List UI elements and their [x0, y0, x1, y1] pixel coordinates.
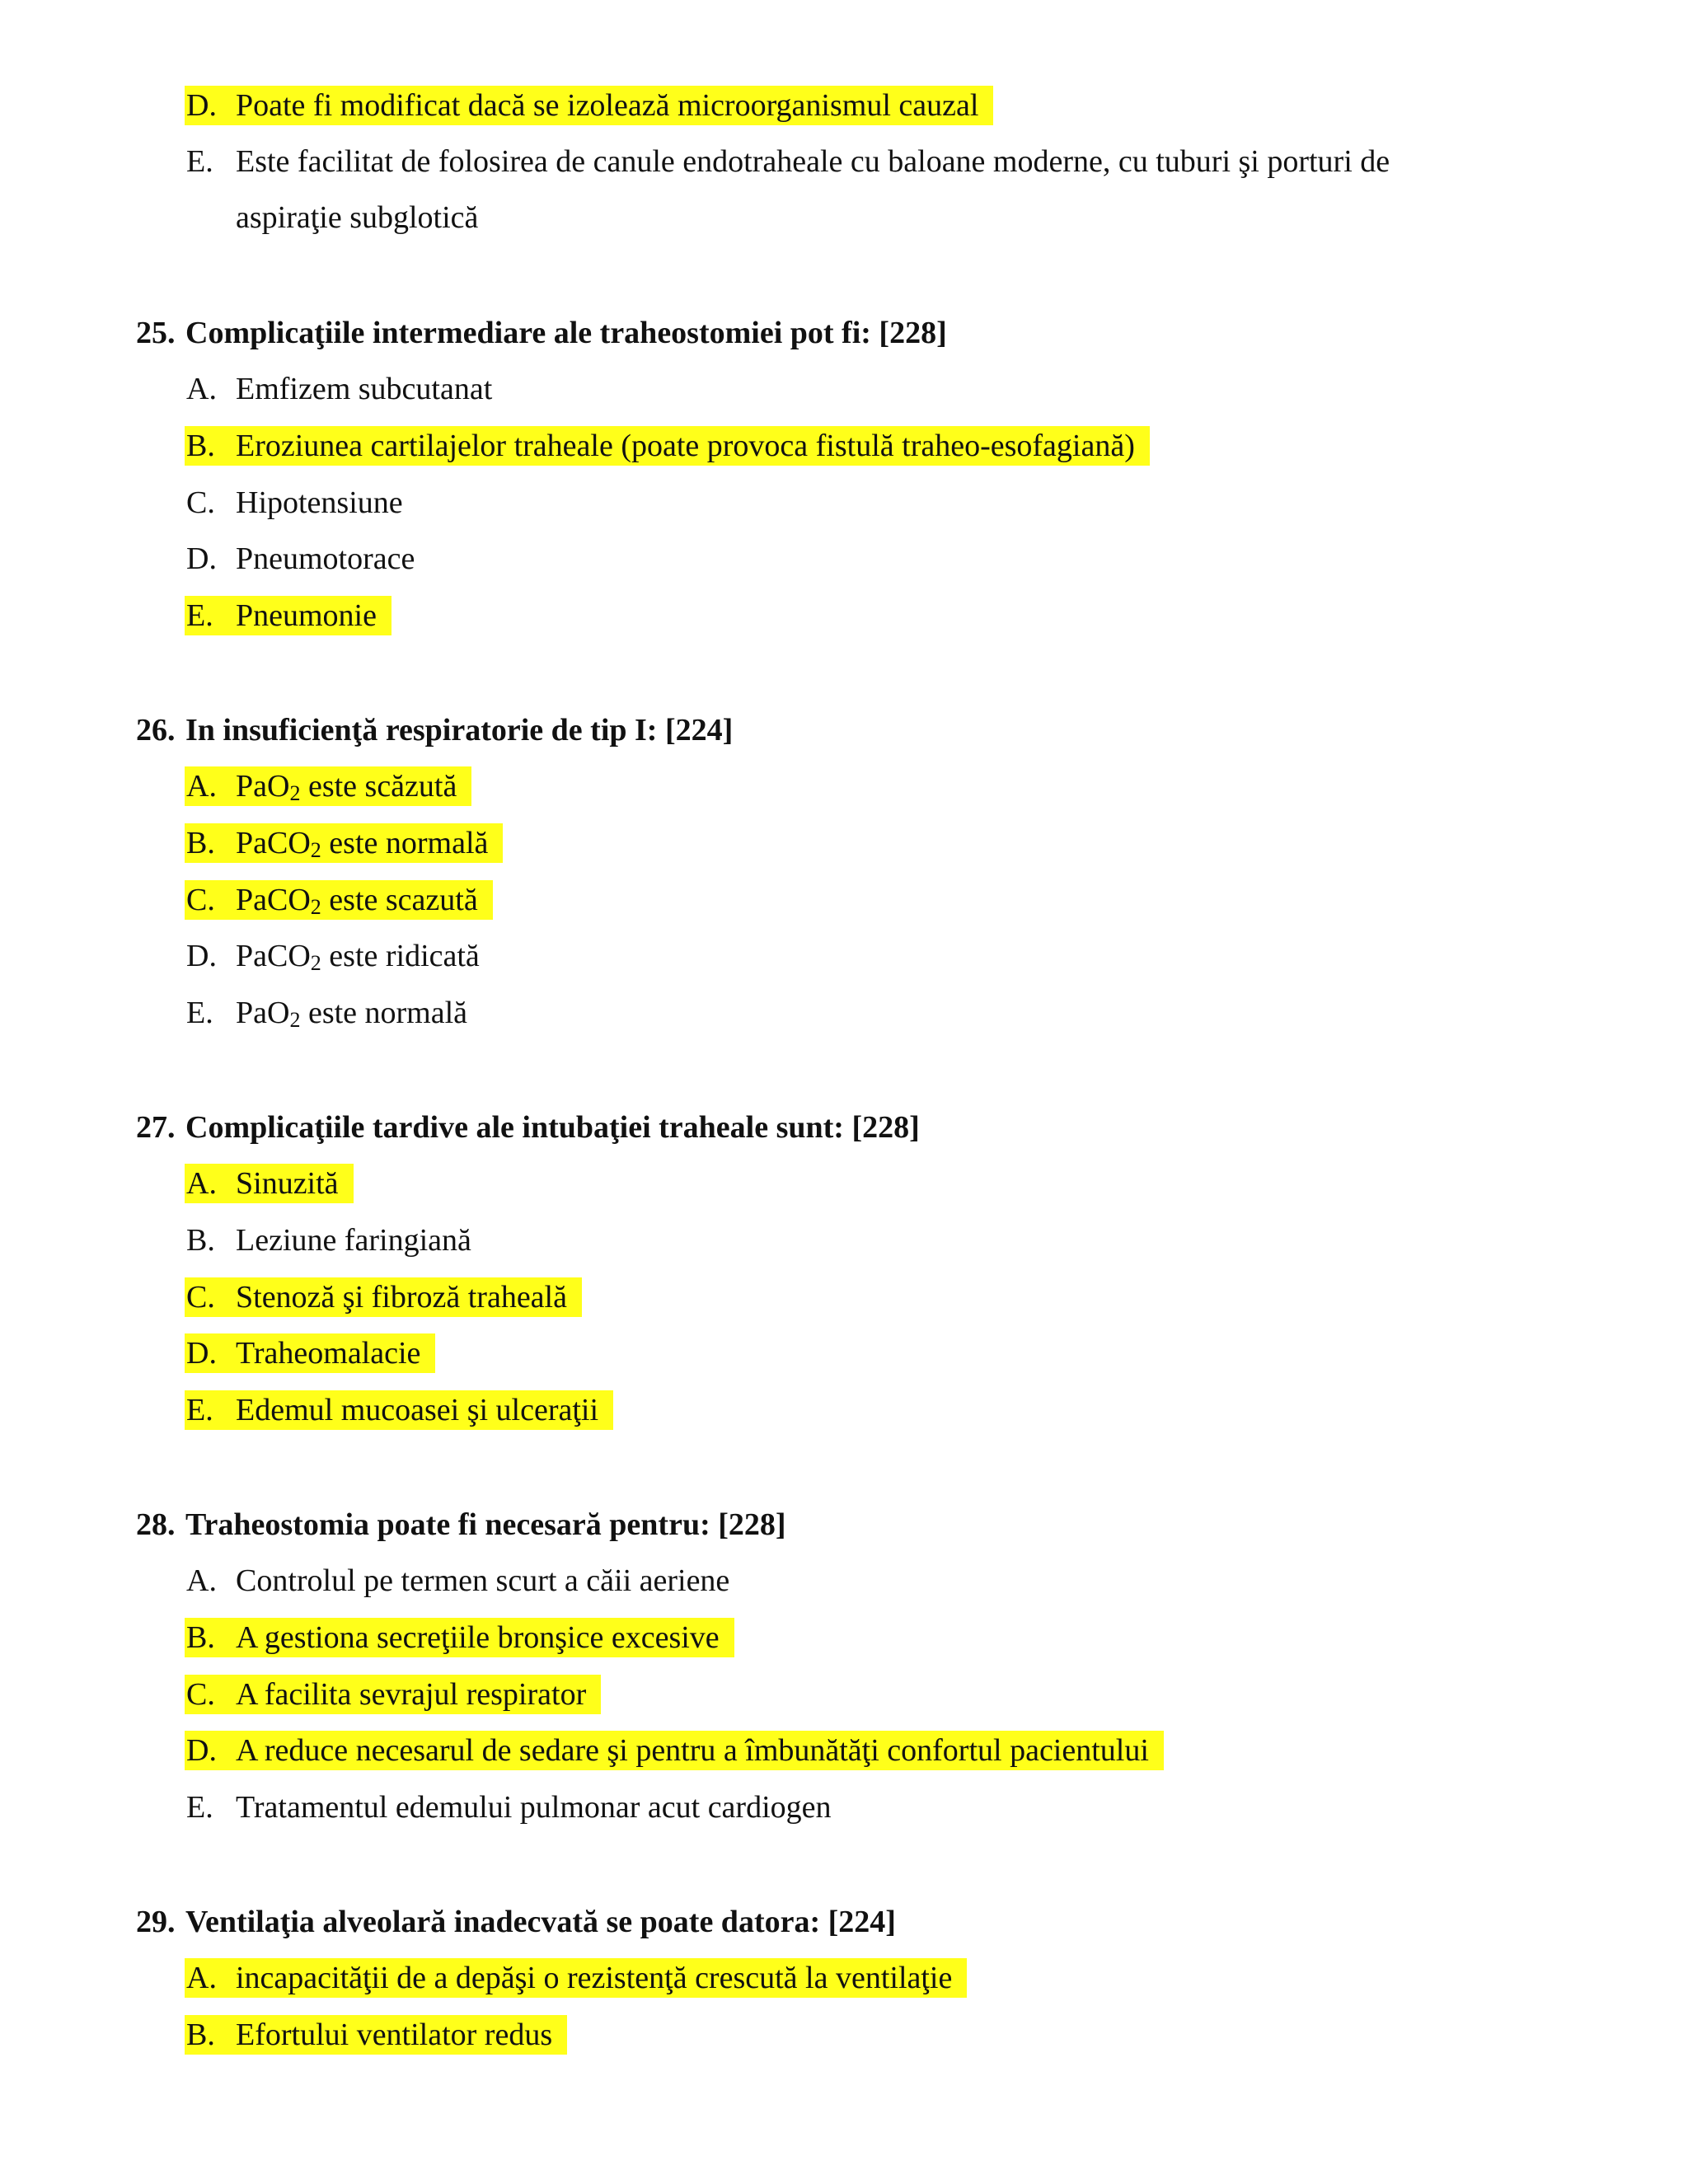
option-text: incapacităţii de a depăşi o rezistenţă crescută la ventilaţie	[236, 1961, 953, 1995]
option-text: Sinuzită	[236, 1166, 339, 1201]
option-text: Efortului ventilator redus	[236, 2018, 553, 2052]
option-text: Stenoză şi fibroză traheală	[236, 1280, 567, 1315]
question-title: 27. Complicaţiile tardive ale intubaţiei traheale sunt: [228]	[136, 1110, 920, 1145]
option-text: A reduce necesarul de sedare şi pentru a îmbunătăţi confortul pacientului	[236, 1733, 1149, 1768]
option-text: Tratamentul edemului pulmonar acut cardiogen	[236, 1790, 832, 1825]
option-a: A. PaO$_2$ este scăzută	[185, 766, 471, 806]
question-title: 29. Ventilaţia alveolară inadecvată se poate datora: [224]	[136, 1905, 896, 1939]
option-d: D. PaCO$_2$ este ridicată	[186, 939, 480, 975]
option-e: E. Este facilitat de folosirea de canule endotraheale cu baloane moderne, cu tuburi şi porturi de aspiraţie subglotică	[185, 142, 1404, 181]
option-b: B. A gestiona secreţiile bronşice excesive	[185, 1618, 734, 1657]
question-title: 25. Complicaţiile intermediare ale traheostomiei pot fi: [228]	[136, 316, 947, 350]
option-text: Este facilitat de folosirea de canule endotraheale cu baloane moderne, cu tuburi şi porturi de	[236, 144, 1390, 179]
option-e: E. Edemul mucoasei şi ulceraţii	[185, 1390, 613, 1430]
option-c: C. Stenoză şi fibroză traheală	[185, 1277, 582, 1317]
option-a: A. Controlul pe termen scurt a căii aeriene	[186, 1563, 730, 1598]
question-title: 28. Traheostomia poate fi necesară pentru: [228]	[136, 1507, 786, 1542]
option-e: E. Pneumonie	[185, 596, 392, 635]
option-text: Emfizem subcutanat	[236, 372, 493, 406]
option-d: D. A reduce necesarul de sedare şi pentru a îmbunătăţi confortul pacientului	[185, 1731, 1164, 1770]
option-c: C. A facilita sevrajul respirator	[185, 1675, 601, 1714]
option-d: D. Pneumotorace	[186, 541, 415, 576]
option-text: Controlul pe termen scurt a căii aeriene	[236, 1563, 730, 1598]
option-a: A. Sinuzită	[185, 1164, 354, 1203]
question-title: 26. In insuficienţă respiratorie de tip I: [224]	[136, 713, 734, 748]
option-e: E. PaO$_2$ este normală	[186, 996, 468, 1032]
option-text: Pneumonie	[236, 598, 377, 633]
option-b: B. Efortului ventilator redus	[185, 2015, 567, 2055]
option-d: D. Poate fi modificat dacă se izolează microorganismul cauzal	[185, 86, 993, 125]
option-d: D. Traheomalacie	[185, 1333, 435, 1373]
option-b: B. Leziune faringiană	[186, 1223, 471, 1258]
option-b: B. PaCO$_2$ este normală	[185, 823, 503, 863]
option-c: C. Hipotensiune	[186, 485, 403, 520]
option-text: Traheomalacie	[236, 1336, 421, 1371]
option-e: E. Tratamentul edemului pulmonar acut cardiogen	[186, 1790, 832, 1825]
option-text: A gestiona secreţiile bronşice excesive	[236, 1620, 720, 1655]
option-text-continuation: aspiraţie subglotică	[236, 200, 479, 235]
option-text: Pneumotorace	[236, 541, 415, 576]
option-text: Edemul mucoasei şi ulceraţii	[236, 1393, 599, 1427]
option-text: A facilita sevrajul respirator	[236, 1677, 587, 1712]
option-a: A. incapacităţii de a depăşi o rezistenţă crescută la ventilaţie	[185, 1958, 967, 1998]
option-text: Poate fi modificat dacă se izolează microorganismul cauzal	[236, 88, 979, 123]
option-c: C. PaCO$_2$ este scazută	[185, 880, 493, 920]
option-a: A. Emfizem subcutanat	[186, 372, 493, 406]
option-b: B. Eroziunea cartilajelor traheale (poate provoca fistulă traheo-esofagiană)	[185, 426, 1150, 466]
option-text: Hipotensiune	[236, 485, 403, 520]
option-text: Leziune faringiană	[236, 1223, 471, 1258]
option-text: Eroziunea cartilajelor traheale (poate provoca fistulă traheo-esofagiană)	[236, 429, 1135, 463]
